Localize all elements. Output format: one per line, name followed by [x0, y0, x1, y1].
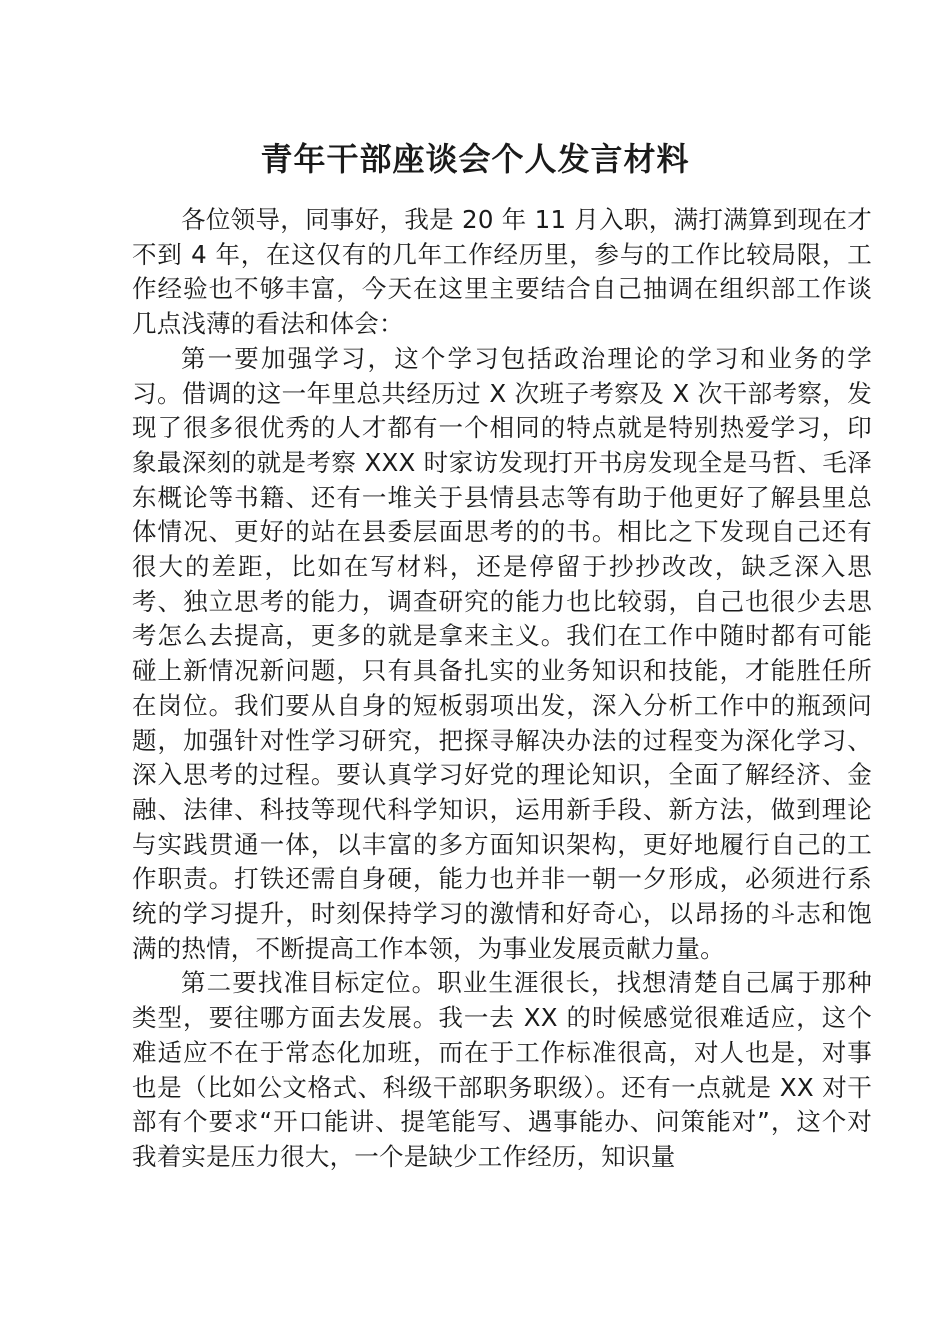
document-body — [132, 203, 872, 1175]
paragraph-first-point: 第一要加强学习，这个学习包括政治理论的学习和业务的学习。借调的这一年里总共经历过 X 次班子考察及 X 次干部考察，发现了很多很优秀的人才都有一个相同的特点就是特别热爱学习，印象最深刻的就是考察 XXX 时家访发现打开书房发现全是马哲、毛泽东概论等书籍、还有一堆关于县情县志等有助于他更好了解县里总体情况、更好的站在县委层面思考的的书。相比之下发现自己还有很大的差距，比如在写材料，还是停留于抄抄改改，缺乏深入思考、独立思考的能力，调查研究的能力也比较弱，自己也很少去思考怎么去提高，更多的就是拿来主义。我们在工作中随时都有可能碰上新情况新问题，只有具备扎实的业务知识和技能，才能胜任所在岗位。我们要从自身的短板弱项出发，深入分析工作中的瓶颈问题，加强针对性学习研究，把探寻解决办法的过程变为深化学习、深入思考的过程。要认真学习好党的理论知识，全面了解经济、金融、法律、科技等现代科学知识，运用新手段、新方法，做到理论与实践贯通一体，以丰富的多方面知识架构，更好地履行自己的工作职责。打铁还需自身硬，能力也并非一朝一夕形成，必须进行系统的学习提升，时刻保持学习的激情和好奇心，以昂扬的斗志和饱满的热情，不断提高工作本领，为事业发展贡献力量。 — [132, 343, 872, 963]
paragraph-intro: 各位领导，同事好，我是 20 年 11 月入职，满打满算到现在才不到 4 年，在这仅有的几年工作经历里，参与的工作比较局限，工作经验也不够丰富，今天在这里主要结合自己抽调在组织部工作谈几点浅薄的看法和体会： — [132, 205, 872, 339]
paragraph-second-point: 第二要找准目标定位。职业生涯很长，找想清楚自己属于那种类型，要往哪方面去发展。我一去 XX 的时候感觉很难适应，这个难适应不在于常态化加班，而在于工作标准很高，对人也是，对事也是（比如公文格式、科级干部职务职级）。还有一点就是 XX 对干部有个要求“开口能讲、提笔能写、遇事能办、问策能对”，这个对我着实是压力很大，一个是缺少工作经历，知识量 — [132, 968, 872, 1171]
document-title: 青年干部座谈会个人发言材料 — [260, 140, 690, 178]
